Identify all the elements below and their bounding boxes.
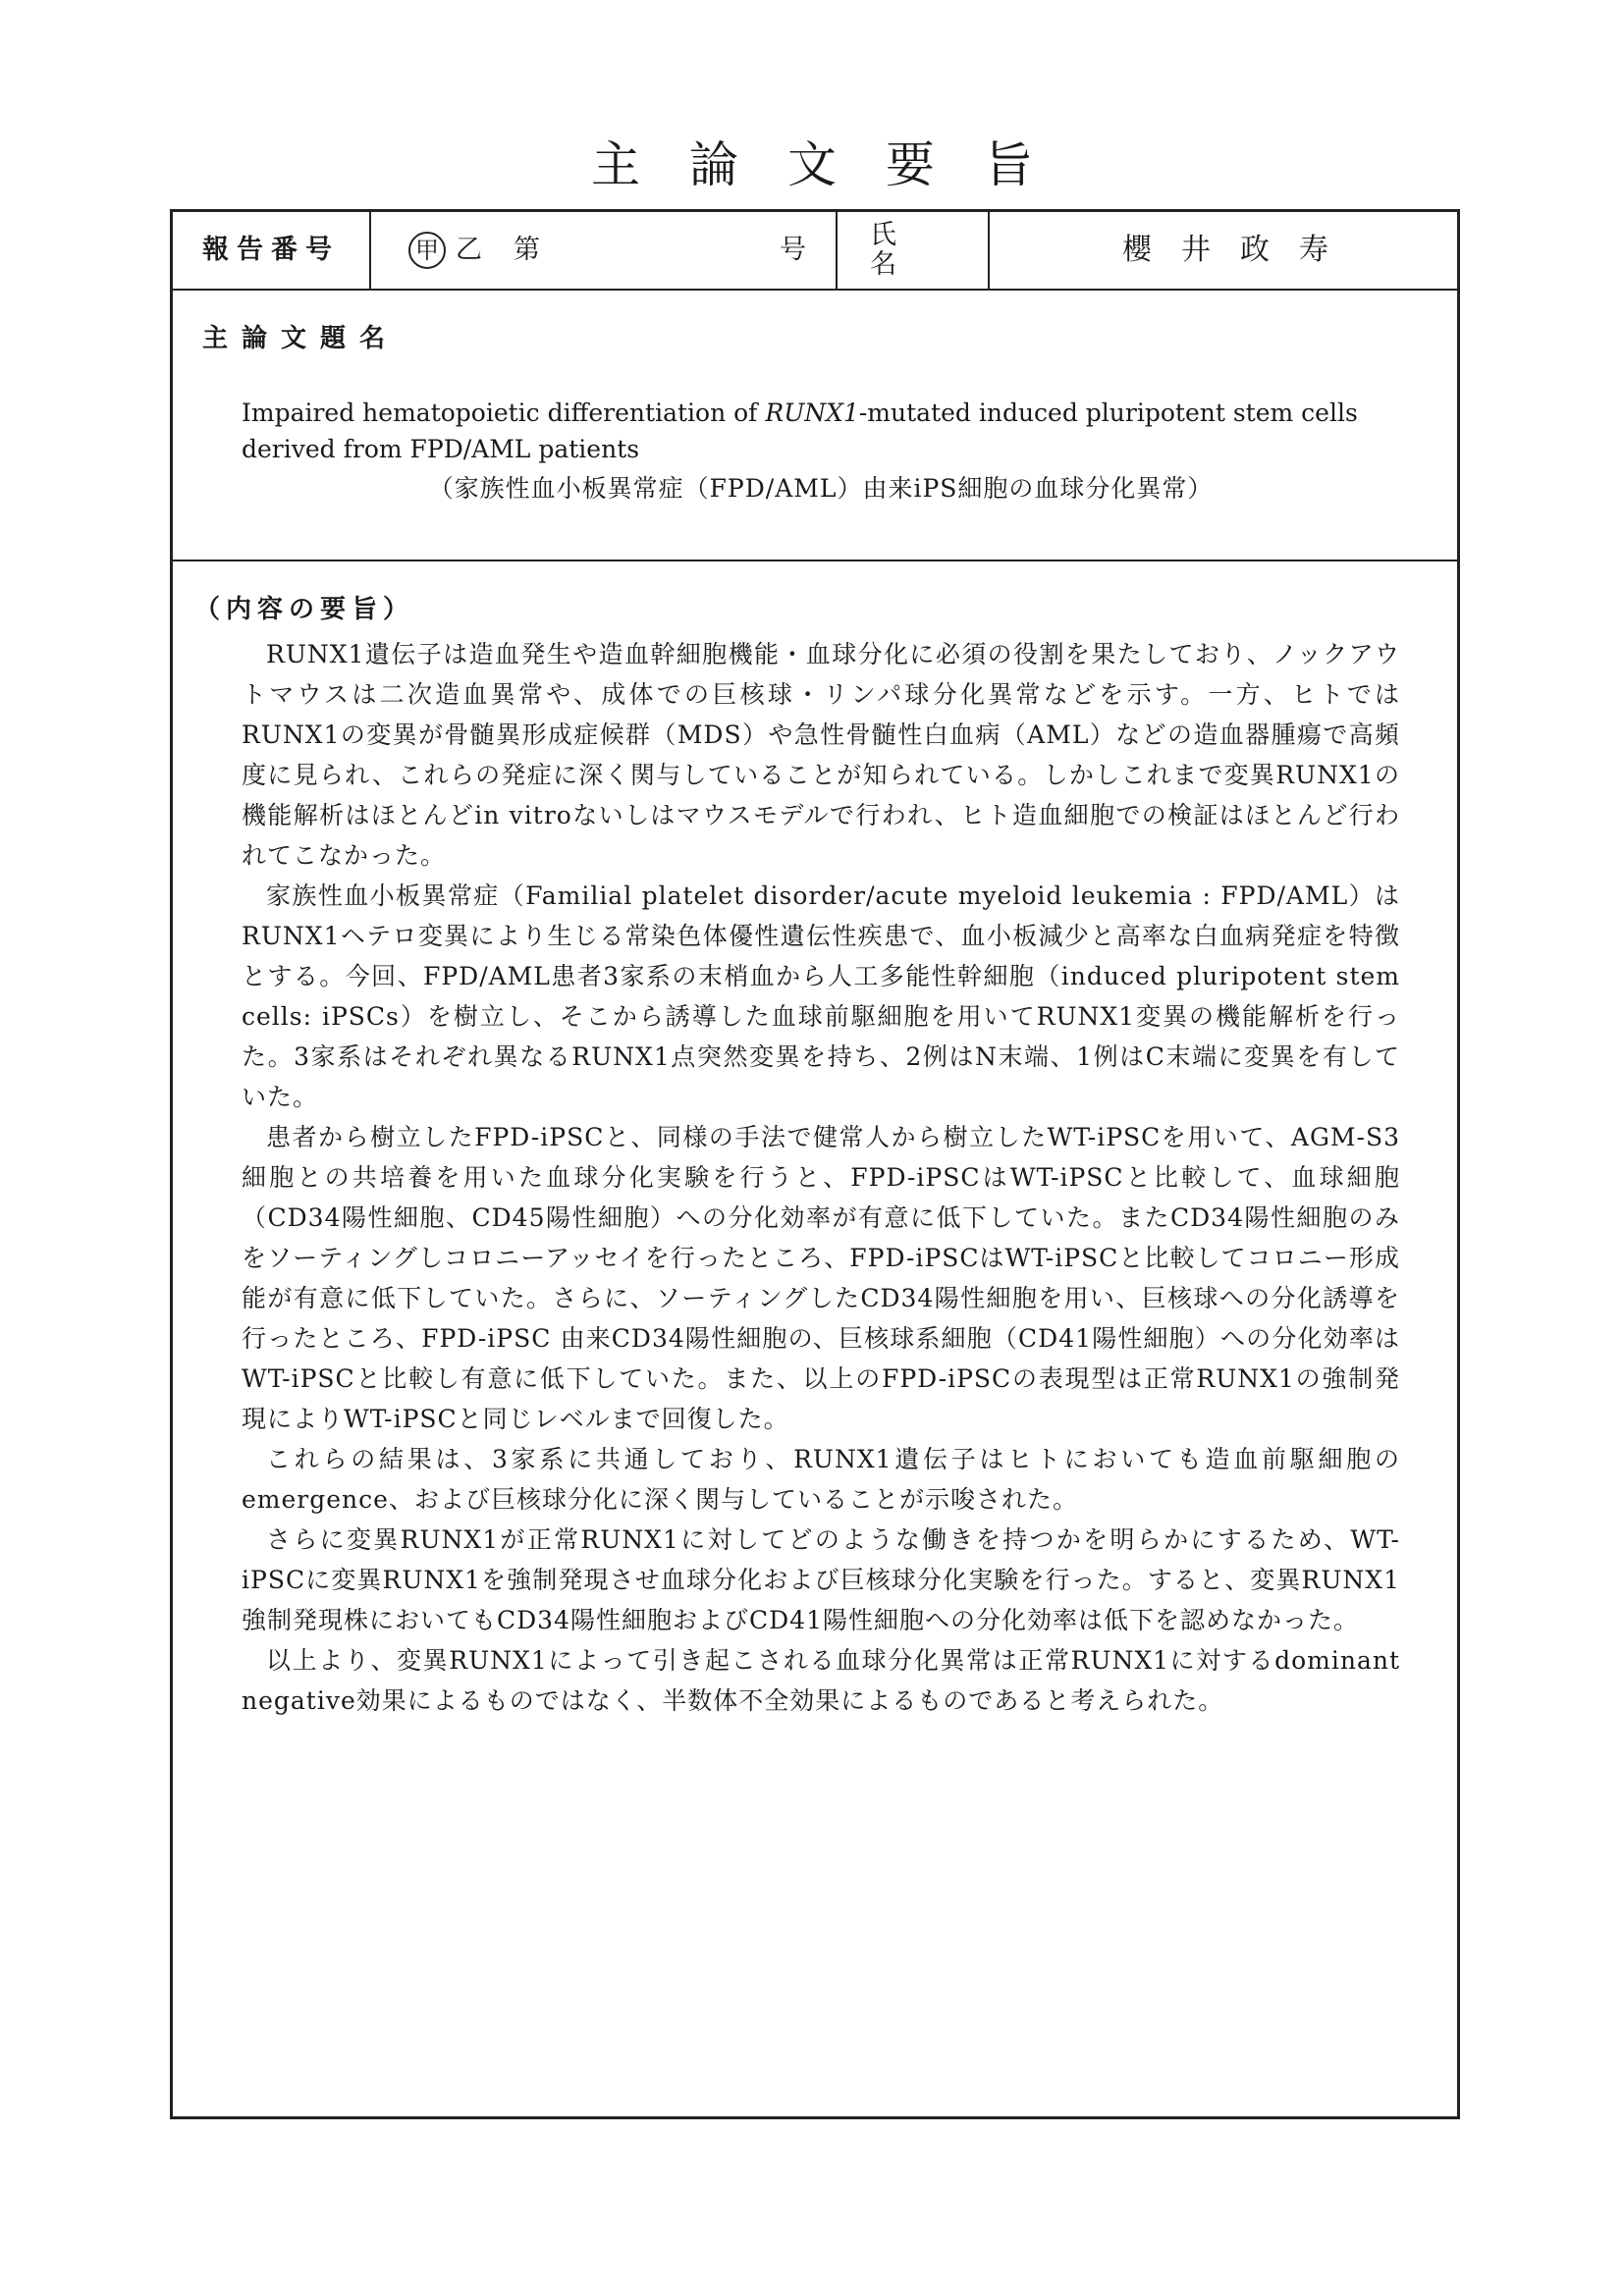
title-en-part1: Impaired hematopoietic differentiation of <box>242 399 766 427</box>
summary-form <box>170 209 1460 2119</box>
thesis-title-ja: （家族性血小板異常症（FPD/AML）由来iPS細胞の血球分化異常） <box>428 474 1214 503</box>
summary-body <box>242 634 1400 1721</box>
summary-paragraph: これらの結果は、3家系に共通しており、RUNX1遺伝子はヒトにおいても造血前駆細胞のemergence、および巨核球分化に深く関与していることが示唆された。 <box>242 1445 1400 1514</box>
gou-text: 号 <box>780 235 806 265</box>
divider <box>836 212 838 289</box>
title-en-gene: RUNX1 <box>765 399 859 427</box>
kou-circled: 甲 <box>408 232 446 269</box>
summary-paragraph: RUNX1遺伝子は造血発生や造血幹細胞機能・血球分化に必須の役割を果たしており、ノックアウトマウスは二次造血異常や、成体での巨核球・リンパ球分化異常などを示す。一方、ヒトではRUNX1の変異が骨髄異形成症候群（MDS）や急性骨髄性白血病（AML）などの造血器腫瘍で高頻度に見られ、これらの発症に深く関与していることが知られている。しかしこれまで変異RUNX1の機能解析はほとんどin vitroないしはマウスモデルで行われ、ヒト造血細胞での検証はほとんど行われてこなかった。 <box>242 640 1400 870</box>
title-en-part2: -mutated induced pluripotent stem cells derived from FPD/AML patients <box>242 399 1358 463</box>
divider <box>369 212 371 289</box>
divider <box>173 289 1457 291</box>
thesis-title-en <box>242 395 1400 467</box>
report-number-label: 報告番号 <box>202 235 340 265</box>
summary-paragraph: 家族性血小板異常症（Familial platelet disorder/acute myeloid leukemia : FPD/AML）はRUNX1ヘテロ変異により生じる常染色体優性遺伝性疾患で、血小板減少と高率な白血病発症を特徴とする。今回、FPD/AML患者3家系の末梢血から人工多能性幹細胞（induced pluripotent stem cells: iPSCs）を樹立し、そこから誘導した血球前駆細胞を用いてRUNX1変異の機能解析を行った。3家系はそれぞれ異なるRUNX1点突然変異を持ち、2例はN末端、1例はC末端に変異を有していた。 <box>242 881 1400 1111</box>
summary-paragraph: 以上より、変異RUNX1によって引き起こされる血球分化異常は正常RUNX1に対するdominant negative効果によるものではなく、半数体不全効果によるものであると考えられた。 <box>242 1646 1400 1715</box>
report-number-field <box>408 212 821 289</box>
summary-label: （内容の要旨） <box>194 595 415 624</box>
name-value: 櫻 井 政 寿 <box>1122 233 1328 267</box>
dai-text: 第 <box>514 235 540 265</box>
otsu-text: 乙 <box>456 235 482 265</box>
page-title: 主論文要旨 <box>591 136 1082 193</box>
thesis-title-label: 主論文題名 <box>202 324 400 353</box>
summary-paragraph: 患者から樹立したFPD-iPSCと、同様の手法で健常人から樹立したWT-iPSCを用いて、AGM-S3細胞との共培養を用いた血球分化実験を行うと、FPD-iPSCはWT-iPSCと比較して、血球細胞（CD34陽性細胞、CD45陽性細胞）への分化効率が有意に低下していた。またCD34陽性細胞のみをソーティングしコロニーアッセイを行ったところ、FPD-iPSCはWT-iPSCと比較してコロニー形成能が有意に低下していた。さらに、ソーティングしたCD34陽性細胞を用い、巨核球への分化誘導を行ったところ、FPD-iPSC 由来CD34陽性細胞の、巨核球系細胞（CD41陽性細胞）への分化効率はWT-iPSCと比較し有意に低下していた。また、以上のFPD-iPSCの表現型は正常RUNX1の強制発現によりWT-iPSCと同じレベルまで回復した。 <box>242 1123 1400 1433</box>
summary-paragraph: さらに変異RUNX1が正常RUNX1に対してどのような働きを持つかを明らかにするため、WT-iPSCに変異RUNX1を強制発現させ血球分化および巨核球分化実験を行った。すると、変異RUNX1強制発現株においてもCD34陽性細胞およびCD41陽性細胞への分化効率は低下を認めなかった。 <box>242 1525 1400 1634</box>
name-label: 氏 名 <box>870 220 939 280</box>
divider <box>173 560 1457 561</box>
